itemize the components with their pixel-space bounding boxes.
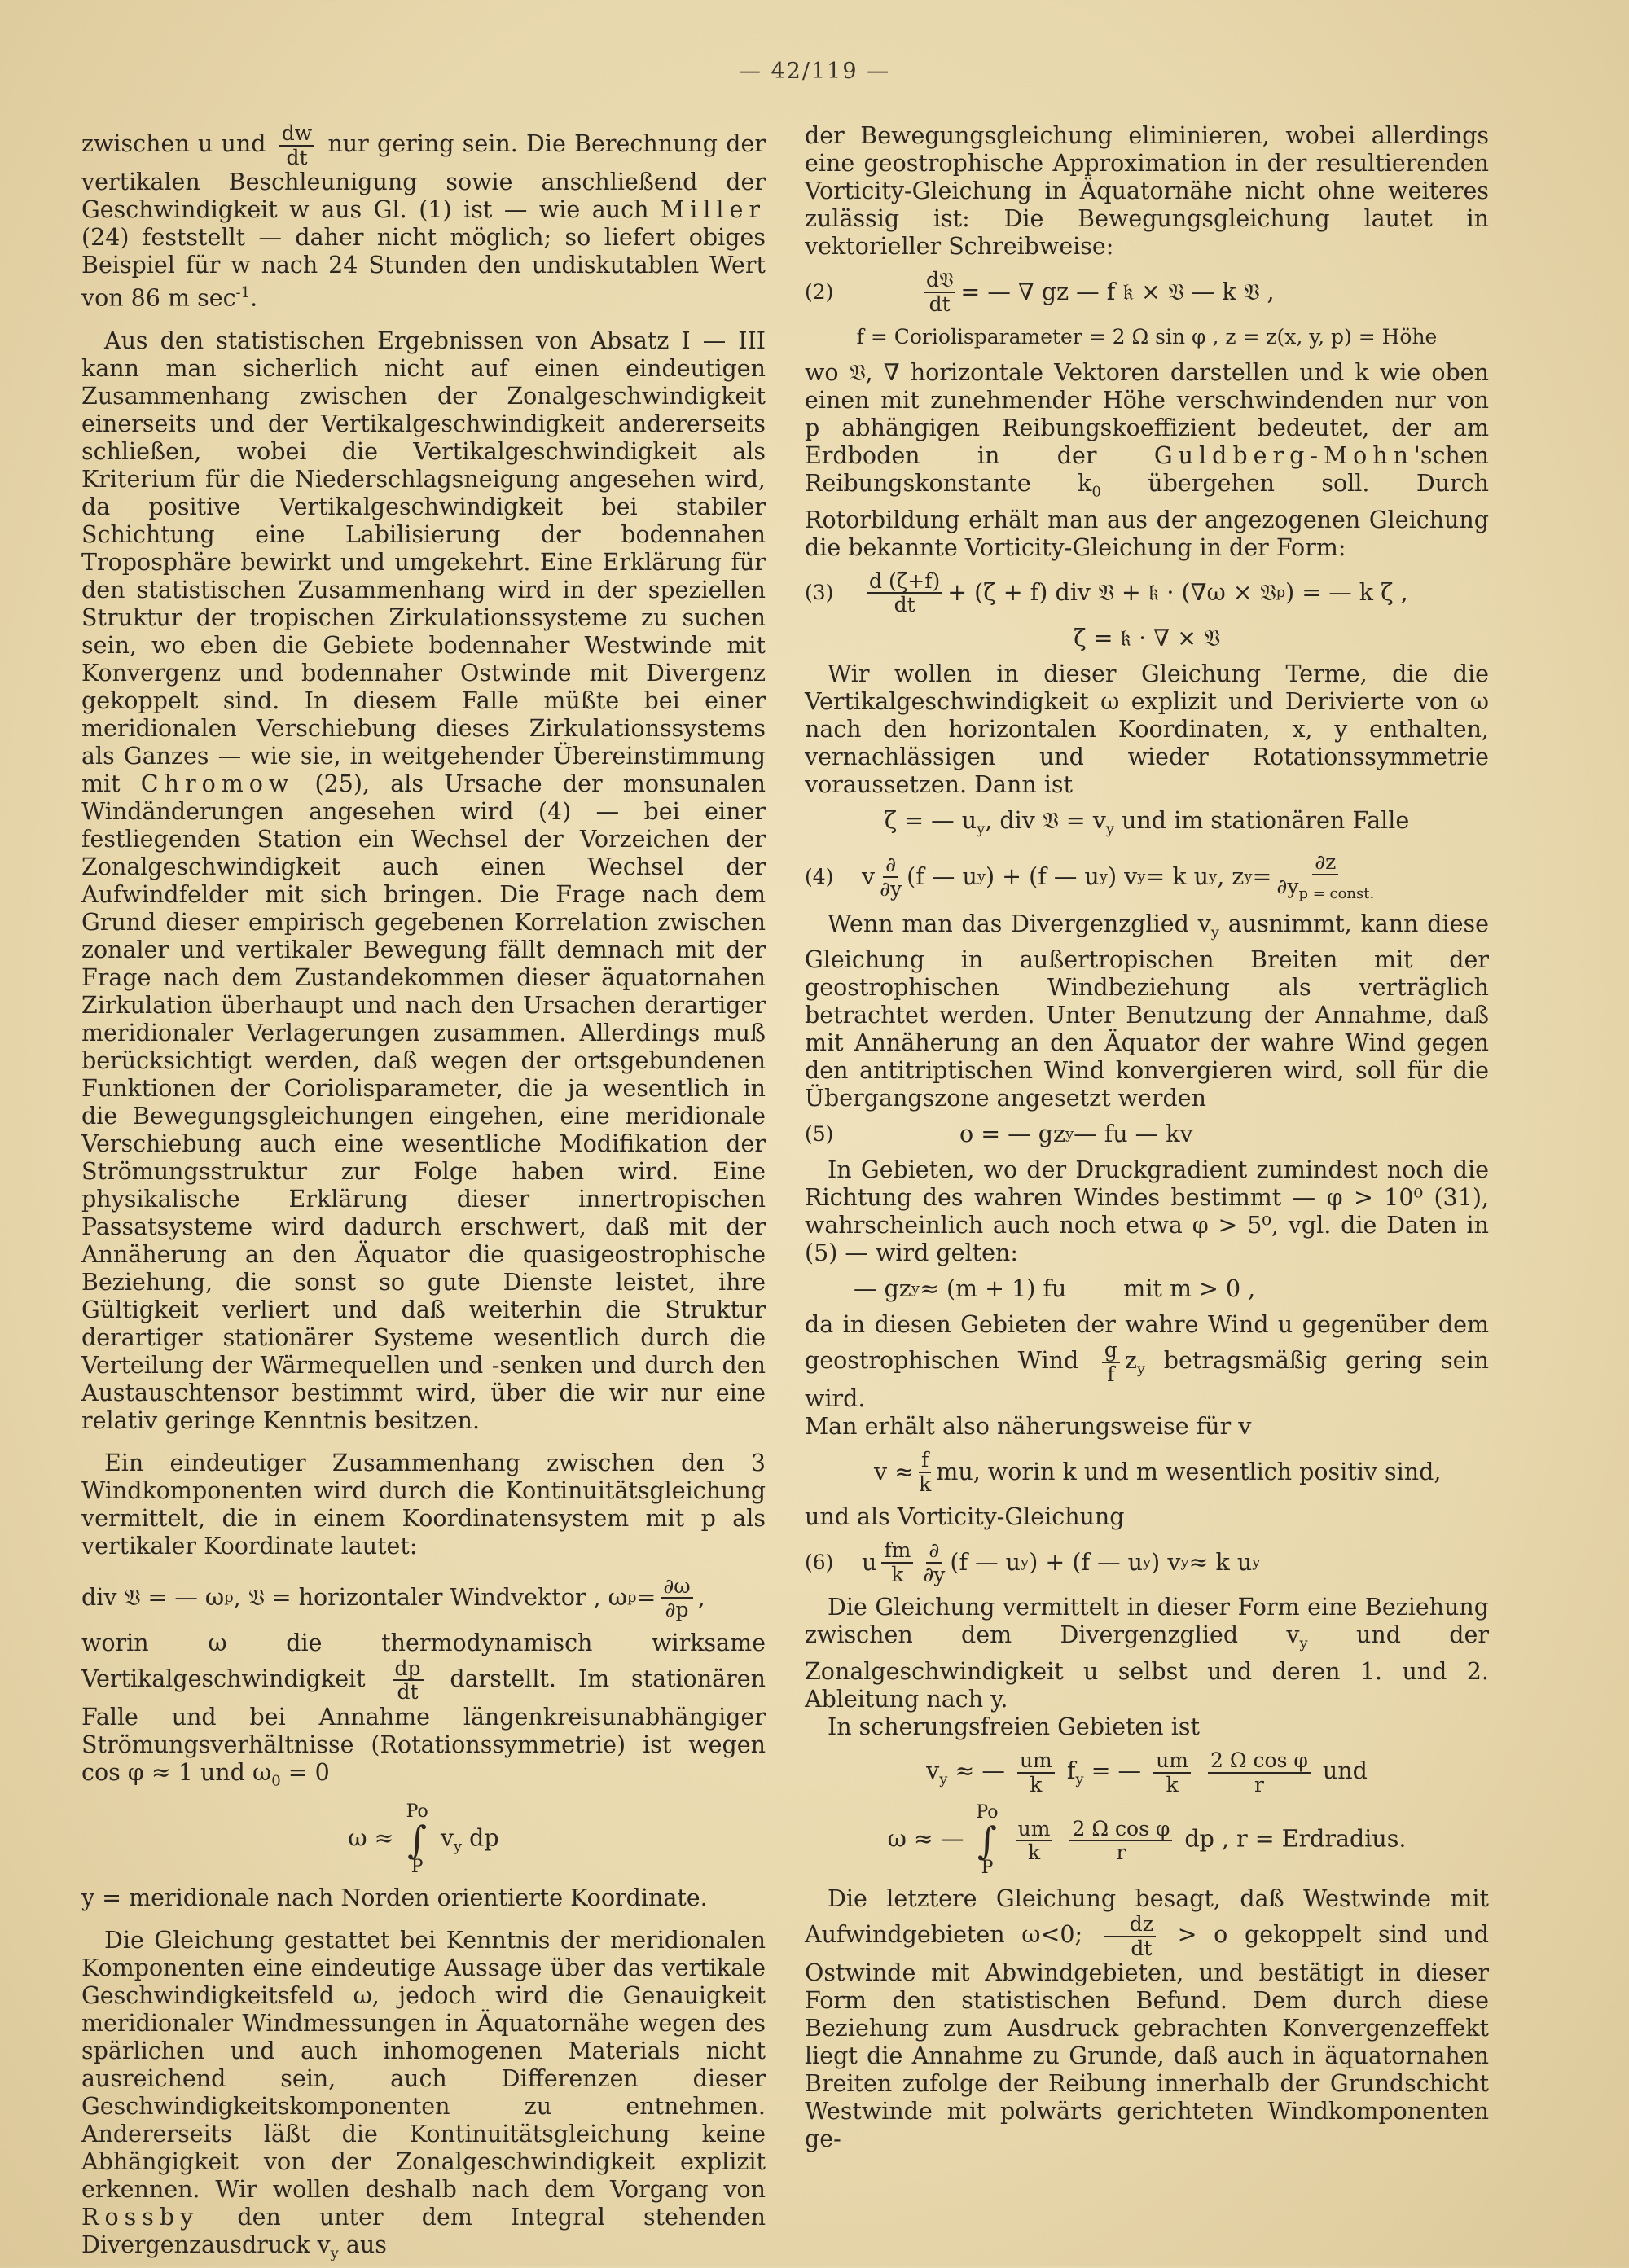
equation-6: (6) u $\frac{fm}{k}$ $\frac{\partial}{\partial y}$ (f — u y ) + (f — u y ) v y ≈ k u y: [805, 1538, 1261, 1586]
right-paragraph-2: wo 𝔙, ∇ horizontale Vektoren darstellen und k wie oben einen mit zunehmender Höhe verschwindenden nur von p abhängigen Reibungskoeffizient bedeutet, der am Erdboden in der Guldberg-Mohn'schen Reibungskonstante $k_0$ übergehen soll. Durch Rotorbildung erhält man aus der angezogenen Gleichung die bekannte Vorticity-Gleichung in der Form:: [805, 359, 1489, 561]
right-paragraph-6: da in diesen Gebieten der wahre Wind u gegenüber dem geostrophischen Wind $\frac{g}{f}$ $z_y$ betragsmäßig gering sein wird.: [805, 1311, 1489, 1413]
text: nur gering sein. Die Berechnung der vertikalen Beschleunigung sowie anschließend der Geschwindigkeit w aus Gl. (1) ist — wie auch: [81, 130, 766, 223]
left-paragraph-5: y = meridionale nach Norden orientierte Koordinate.: [81, 1884, 708, 1912]
equation-v: v ≈ $\frac{f}{k}$ mu, worin k und m wesentlich positiv sind,: [874, 1448, 1442, 1496]
right-paragraph-7: Man erhält also näherungsweise für v: [805, 1413, 1252, 1441]
author-name: Chromow: [140, 770, 295, 797]
right-paragraph-4: Wenn man das Divergenzglied $v_y$ ausnimmt, kann diese Gleichung in außertropischen Breiten mit der geostrophischen Windbeziehung als verträglich betrachtet werden. Unter Benutzung der Annahme, daß mit Annäherung an den Äquator der wahre Wind gegen den antitriptischen Wind konvergieren wird, soll für die Übergangszone angesetzt werden: [805, 910, 1489, 1112]
equation-vy: $v_y$ ≈ — $\frac{um}{k}$ $f_y$ = — $\frac{um}{k}$ $\frac{\text{2 Ω cos φ}}{r}$ und: [926, 1748, 1368, 1796]
equation-4: (4) v $\frac{\partial}{\partial y}$ (f — u y ) + (f — u y ) v y = k u y , z y = $\frac{\partial z}{\partial y_{p = const.}}$: [805, 850, 1375, 902]
page-number-header: — 42/119 —: [738, 59, 891, 84]
equation-omega: ω ≈ — Po ∫ P $\frac{um}{k}$ $\frac{\text{2 Ω cos φ}}{r}$ dp , r = Erdradius.: [887, 1802, 1407, 1879]
right-paragraph-3: Wir wollen in dieser Gleichung Terme, die die Vertikalgeschwindigkeit ω explizit und Derivierte von ω nach den horizontalen Koordinaten, x, y enthalten, vernachlässigen und wieder Rotationssymmetrie voraussetzen. Dann ist: [805, 660, 1489, 798]
left-paragraph-3: Ein eindeutiger Zusammenhang zwischen den 3 Windkomponenten wird durch die Kontinuitätsgleichung vermittelt, die in einem Koordinatensystem mit p als vertikaler Koordinate lautet:: [81, 1449, 766, 1560]
left-paragraph-4: worin ω die thermodynamisch wirksame Vertikalgeschwindigkeit $\frac{dp}{dt}$ darstellt. Im stationären Falle und bei Annahme längenkreisunabhängiger Strömungsverhältnisse (Rotationssymmetrie) ist wegen cos φ ≈ 1 und $\omega_0 = 0$: [81, 1629, 766, 1790]
right-paragraph-8: und als Vorticity-Gleichung: [805, 1503, 1125, 1531]
right-column: [805, 122, 1489, 2153]
equation-zeta: ζ = — $u_y$, div 𝔙 = $v_y$ und im stationären Falle: [884, 806, 1410, 838]
author-name: Miller: [660, 196, 766, 223]
fraction-dw-dt: $\frac{dw}{dt}$: [279, 122, 314, 169]
author-name: Guldberg-Mohn: [1153, 442, 1414, 469]
equation-3-definition: ζ = 𝔨 · ∇ × 𝔙: [1074, 624, 1220, 651]
left-paragraph-1: zwischen u und $\frac{dw}{dt}$ nur gering sein. Die Berechnung der vertikalen Beschleunigung sowie anschließend der Geschwindigkeit w aus Gl. (1) ist — wie auch Miller (24) feststellt — daher nicht möglich; so liefert obiges Beispiel für w nach 24 Stunden den undiskutablen Wert von 86 m $\sec^{-1}$.: [81, 121, 766, 312]
right-paragraph-11: Die letztere Gleichung besagt, daß Westwinde mit Aufwindgebieten ω<0; $\frac{dz}{dt}$ > o gekoppelt sind und Ostwinde mit Abwindgebieten, und bestätigt in dieser Form den statistischen Befund. Dem durch diese Beziehung zum Ausdruck gebrachten Konvergenzeffekt liegt die Annahme zu Grunde, daß auch in äquatornahen Breiten zufolge der Reibung innerhalb der Grundschicht Westwinde mit polwärts gerichteten Windkomponenten ge-: [805, 1885, 1489, 2153]
left-paragraph-6: Die Gleichung gestattet bei Kenntnis der meridionalen Komponenten eine eindeutige Aussage über das vertikale Geschwindigkeitsfeld ω, jedoch wird die Genauigkeit meridionaler Windmessungen in Äquatornähe wegen des spärlichen und auch inhomogenen Materials nicht ausreichend sein, auch Differenzen dieser Geschwindigkeitskomponenten zu entnehmen. Andererseits läßt die Kontinuitätsgleichung keine Abhängigkeit von der Zonalgeschwindigkeit explizit erkennen. Wir wollen deshalb nach dem Vorgang von Rossby den unter dem Integral stehenden Divergenzausdruck $v_y$ aus: [81, 1927, 766, 2262]
author-name: Rossby: [81, 2204, 200, 2231]
right-paragraph-10: In scherungsfreien Gebieten ist: [828, 1713, 1200, 1741]
text: (24) feststellt — daher nicht möglich; so liefert obiges Beispiel für w nach 24 Stunden den undiskutablen Wert von 86 m sec: [81, 224, 766, 312]
equation-2-definition: f = Coriolisparameter = 2 Ω sin φ , z = z(x, y, p) = Höhe: [856, 325, 1438, 349]
equation-continuity: div 𝔙 = — ω p , 𝔙 = horizontaler Windvektor , ω p = $\frac{\partial\omega}{\partial p}$ ,: [81, 1573, 705, 1621]
equation-3: (3) $\frac{d (\zeta+f)}{dt}$ + (ζ + f) div 𝔙 + 𝔨 · (∇ω × 𝔙 p ) = — k ζ ,: [805, 568, 1408, 617]
right-paragraph-1: der Bewegungsgleichung eliminieren, wobei allerdings eine geostrophische Approximation in der resultierenden Vorticity-Gleichung in Äquatornähe nicht ohne weiteres zulässig ist: Die Bewegungsgleichung lautet in vektorieller Schreibweise:: [805, 122, 1489, 260]
equation-gz: — gz y ≈ (m + 1) fu mit m > 0 ,: [854, 1275, 1256, 1303]
equation-omega-integral: ω ≈ Po ∫ P $v_y$ dp: [348, 1801, 499, 1878]
text: zwischen u und: [81, 130, 266, 157]
equation-5: (5) o = — gz y — fu — kv: [805, 1121, 1193, 1148]
right-paragraph-9: Die Gleichung vermittelt in dieser Form eine Beziehung zwischen dem Divergenzglied $v_y$ und der Zonalgeschwindigkeit u selbst und deren 1. und 2. Ableitung nach y.: [805, 1594, 1489, 1713]
right-paragraph-5: In Gebieten, wo der Druckgradient zumindest noch die Richtung des wahren Windes bestimmt — φ > 10⁰ (31), wahrscheinlich auch noch etwa φ > 5⁰, vgl. die Daten in (5) — wird gelten:: [805, 1156, 1489, 1267]
left-paragraph-2: Aus den statistischen Ergebnissen von Absatz I — III kann man sicherlich nicht auf einen eindeutigen Zusammenhang zwischen der Zonalgeschwindigkeit einerseits und der Vertikalgeschwindigkeit andererseits schließen, wobei die Vertikalgeschwindigkeit als Kriterium für die Niederschlagsneigung angesehen wird, da positive Vertikalgeschwindigkeit bei stabiler Schichtung eine Labilisierung der bodennahen Troposphäre bewirkt und umgekehrt. Eine Erklärung für den statistischen Zusammenhang wird in der speziellen Struktur der tropischen Zirkulationssysteme zu suchen sein, wo eben die Gebiete bodennaher Westwinde mit Konvergenz und bodennaher Ostwinde mit Divergenz gekoppelt sind. In diesem Falle müßte bei einer meridionalen Verschiebung dieses Zirkulationssystems als Ganzes — wie sie, in weitgehender Übereinstimmung mit Chromow (25), als Ursache der monsunalen Windänderungen angesehen wird (4) — bei einer festliegenden Station ein Wechsel der Vorzeichen der Zonalgeschwindigkeit auch einen Wechsel der Aufwindfelder mit sich bringen. Die Frage nach dem Grund dieser empirisch gegebenen Korrelation zwischen zonaler und vertikaler Bewegung fällt demnach mit der Frage nach dem Zustandekommen dieser äquatornahen Zirkulation überhaupt und nach den Ursachen derartiger meridionaler Verlagerungen zusammen. Allerdings muß berücksichtigt werden, daß wegen der ortsgebundenen Funktionen der Coriolisparameter, die ja wesentlich in die Bewegungsgleichungen eingehen, eine meridionale Verschiebung auch eine wesentliche Modifikation der Strömungsstruktur zur Folge haben wird. Eine physikalische Erklärung dieser innertropischen Passatsysteme wird dadurch erschwert, daß mit der Annäherung an den Äquator die quasigeostrophische Beziehung, die sonst so gute Dienste leistet, ihre Gültigkeit verliert und daß weiterhin die Struktur derartiger stationärer Systeme wesentlich durch die Verteilung der Wärmequellen und -senken und durch den Austauschtensor bestimmt wird, über die wir nur eine relativ geringe Kenntnis besitzen.: [81, 327, 766, 1434]
left-column: [81, 122, 766, 2268]
equation-2: (2) $\frac{\text{d𝔙}}{dt}$ = — ∇ gz — f 𝔨 × 𝔙 — k 𝔙 ,: [805, 268, 1275, 316]
